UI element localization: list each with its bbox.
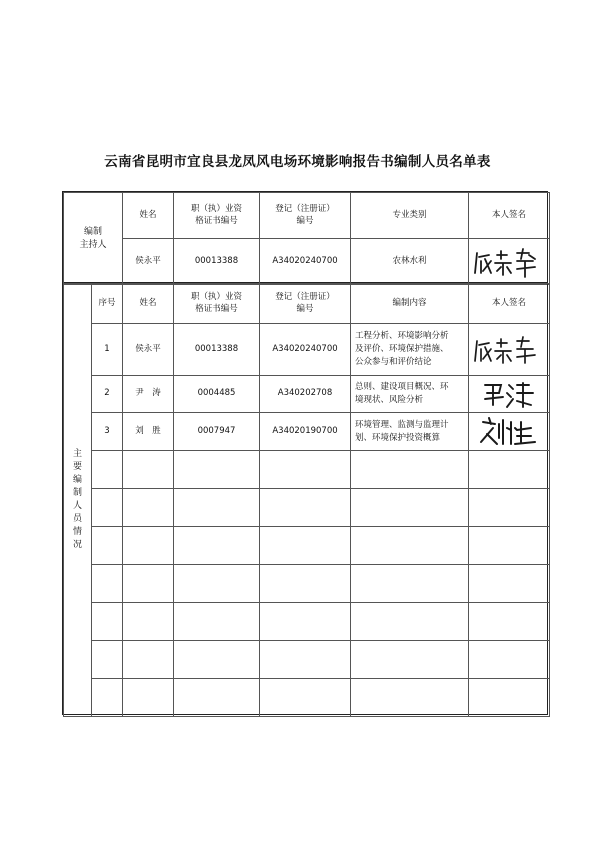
content-line: 及评价、环境保护措施、	[355, 344, 449, 355]
staff-label-char: 人	[72, 501, 82, 511]
header-reg	[260, 284, 351, 324]
staff-label-char: 编	[72, 474, 82, 485]
row-index: 3	[92, 413, 123, 451]
row-signature	[469, 376, 550, 413]
row-reg: A34020190700	[260, 413, 351, 451]
header-cert-line2: 格证书编号	[195, 303, 238, 314]
staff-label	[64, 284, 92, 717]
row-content	[351, 413, 469, 451]
host-section	[62, 191, 548, 283]
header-signature: 本人签名	[469, 284, 550, 324]
header-cert-line2: 格证书编号	[195, 215, 238, 226]
header-reg-line1: 登记（注册证）	[275, 292, 335, 303]
header-name: 姓名	[123, 193, 174, 239]
content-line: 公众参与和评价结论	[355, 356, 432, 367]
row-signature	[469, 324, 550, 376]
header-cert-line1: 职（执）业资	[190, 292, 242, 303]
row-name: 刘 胜	[123, 413, 174, 451]
empty-row	[64, 565, 550, 603]
content-line: 工程分析、环境影响分析	[355, 331, 449, 342]
header-reg	[260, 193, 351, 239]
table-row	[64, 413, 550, 451]
content-line: 总则、建设项目概况、环	[355, 382, 449, 393]
row-name: 尹 涛	[123, 376, 174, 413]
content-line: 境现状、风险分析	[355, 395, 424, 405]
row-reg: A34020240700	[260, 324, 351, 376]
header-reg-line2: 编号	[296, 303, 314, 314]
staff-label-char: 制	[72, 487, 82, 498]
host-reg: A34020240700	[260, 239, 351, 285]
header-signature: 本人签名	[469, 193, 550, 239]
handwritten-signature-image	[479, 379, 539, 409]
host-cert: 00013388	[174, 239, 260, 285]
content-line: 划、环境保护投资概算	[355, 432, 441, 443]
document-title: 云南省昆明市宜良县龙凤风电场环境影响报告书编制人员名单表	[104, 154, 491, 170]
header-cert	[174, 284, 260, 324]
handwritten-signature-image	[477, 416, 541, 448]
row-reg: A340202708	[260, 376, 351, 413]
table-row	[64, 376, 550, 413]
handwritten-signature-image	[471, 245, 547, 279]
host-category: 农林水利	[351, 239, 469, 285]
staff-section	[62, 283, 548, 715]
header-index: 序号	[92, 284, 123, 324]
host-table	[63, 192, 550, 285]
staff-label-char: 情	[72, 527, 82, 538]
row-content	[351, 376, 469, 413]
header-cert-line1: 职（执）业资	[190, 204, 242, 215]
empty-row	[64, 679, 550, 717]
content-line: 环境管理、监测与监理计	[355, 419, 449, 430]
empty-row	[64, 603, 550, 641]
header-reg-line1: 登记（注册证）	[275, 204, 335, 215]
empty-row	[64, 451, 550, 489]
host-name: 侯永平	[123, 239, 174, 285]
table-row	[64, 324, 550, 376]
row-cert: 00013388	[174, 324, 260, 376]
empty-row	[64, 641, 550, 679]
row-content	[351, 324, 469, 376]
header-reg-line2: 编号	[296, 215, 314, 226]
staff-label-char: 主	[72, 448, 82, 459]
row-index: 2	[92, 376, 123, 413]
row-index: 1	[92, 324, 123, 376]
row-name: 侯永平	[123, 324, 174, 376]
row-signature	[469, 413, 550, 451]
row-cert: 0004485	[174, 376, 260, 413]
header-content: 编制内容	[351, 284, 469, 324]
staff-table	[63, 283, 550, 717]
staff-label-char: 要	[72, 461, 82, 472]
empty-row	[64, 489, 550, 527]
host-label-line1: 编制	[83, 227, 102, 238]
header-cert	[174, 193, 260, 239]
host-signature	[469, 239, 550, 285]
row-cert: 0007947	[174, 413, 260, 451]
staff-label-char: 况	[72, 540, 82, 551]
host-label-line2: 主持人	[79, 239, 107, 250]
host-label	[64, 193, 123, 285]
staff-label-char: 员	[72, 514, 82, 525]
header-category: 专业类别	[351, 193, 469, 239]
header-name: 姓名	[123, 284, 174, 324]
handwritten-signature-image	[471, 335, 547, 365]
empty-row	[64, 527, 550, 565]
